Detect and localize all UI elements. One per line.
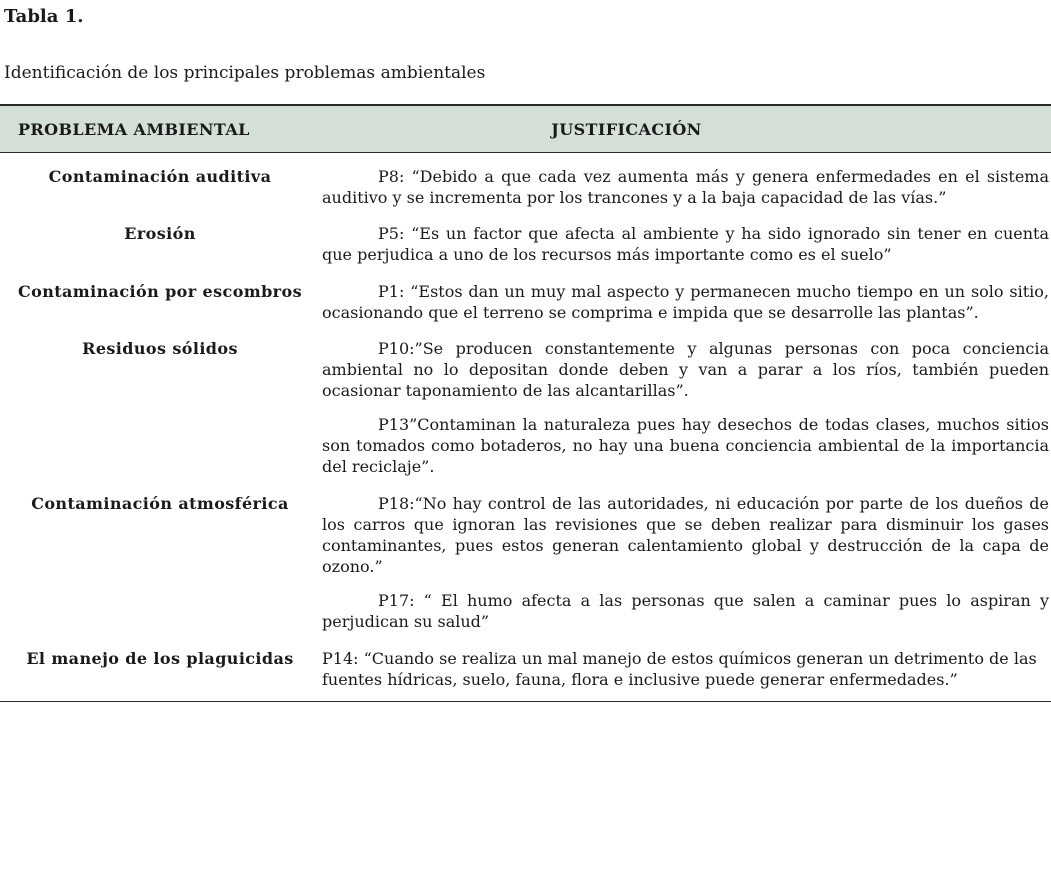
- table-row: [0, 153, 1051, 209]
- table-header: [0, 105, 1051, 153]
- environmental-problems-table: [0, 104, 1051, 702]
- problem-cell: Contaminación auditiva: [48, 167, 272, 186]
- table-caption: Identificación de los principales problemas ambientales: [4, 63, 486, 83]
- header-row: [0, 105, 1051, 153]
- problem-cell: Residuos sólidos: [82, 339, 238, 358]
- table-row: [0, 265, 1051, 323]
- justification-cell: [322, 632, 1051, 702]
- table-title: Tabla 1.: [4, 6, 84, 27]
- justification-text: P10:”Se producen constantemente y algunas personas con poca conciencia ambiental no lo depositan donde deben y van a parar a los ríos, también pueden ocasionar taponamiento de las alcantarillas”.: [322, 339, 1049, 400]
- table-row: [0, 477, 1051, 632]
- justification-text: P1: “Estos dan un muy mal aspecto y permanecen mucho tiempo en un solo sitio, ocasionando que el terreno se comprima e impida que se desarrolle las plantas”.: [322, 282, 1049, 322]
- problem-cell: Erosión: [124, 224, 196, 243]
- justification-text: P17: “ El humo afecta a las personas que salen a caminar pues lo aspiran y perjudican su salud”: [322, 591, 1049, 631]
- problem-cell: Contaminación atmosférica: [31, 494, 289, 513]
- justification-cell: [322, 477, 1051, 632]
- header-problem: PROBLEMA AMBIENTAL: [0, 105, 322, 153]
- justification-text: P18:“No hay control de las autoridades, ni educación por parte de los dueños de los carros que ignoran las revisiones que se deben realizar para disminuir los gases contaminantes, pues estos generan calentamiento global y destrucción de la capa de ozono.”: [322, 494, 1049, 576]
- justification-cell: [322, 265, 1051, 323]
- table-row: [0, 208, 1051, 265]
- problem-cell: Contaminación por escombros: [18, 282, 302, 301]
- problem-cell: El manejo de los plaguicidas: [0, 632, 322, 702]
- justification-text: P13”Contaminan la naturaleza pues hay desechos de todas clases, muchos sitios son tomados como botaderos, no hay una buena conciencia ambiental de la importancia del reciclaje”.: [322, 415, 1049, 476]
- table-row: [0, 323, 1051, 477]
- table-row: [0, 632, 1051, 702]
- justification-text: P8: “Debido a que cada vez aumenta más y genera enfermedades en el sistema auditivo y se incrementa por los trancones y a la baja capacidad de las vías.”: [322, 167, 1049, 207]
- justification-text: P14: “Cuando se realiza un mal manejo de estos químicos generan un detrimento de las fuentes hídricas, suelo, fauna, flora e inclusive puede generar enfermedades.”: [322, 649, 1037, 689]
- table-body: [0, 153, 1051, 702]
- justification-cell: [322, 208, 1051, 265]
- header-justification: JUSTIFICACIÓN: [322, 105, 1051, 153]
- justification-cell: [322, 153, 1051, 209]
- justification-cell: [322, 323, 1051, 477]
- justification-text: P5: “Es un factor que afecta al ambiente y ha sido ignorado sin tener en cuenta que perjudica a uno de los recursos más importante como es el suelo”: [322, 224, 1049, 264]
